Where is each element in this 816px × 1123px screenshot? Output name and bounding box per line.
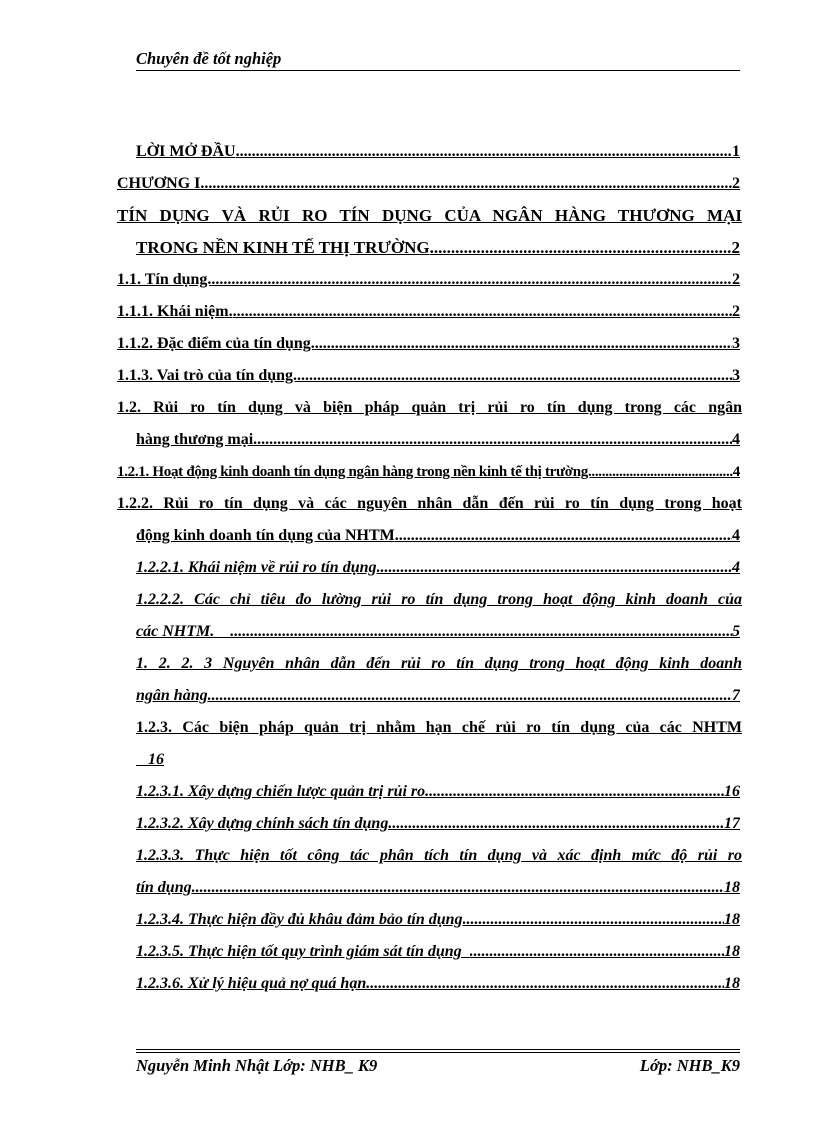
toc-entry-1-2-3-line1[interactable]: [136, 718, 742, 738]
toc-entry-text: 1.2.3. Các biện pháp quản trị nhằm hạn chế rủi ro tín dụng của các NHTM: [136, 719, 742, 736]
toc-entry-1-2-2-3-line2[interactable]: [136, 686, 740, 706]
toc-entry-chuong-1[interactable]: [117, 174, 740, 194]
toc-entry-text: 1.1.3. Vai trò của tín dụng.: [117, 367, 298, 384]
toc-entry-text: 1.2.3.2. Xây dựng chính sách tín dụng: [136, 815, 389, 832]
toc-entry-1-1-3[interactable]: [117, 366, 740, 386]
toc-page-number: 4: [732, 464, 740, 480]
toc-entry-1-2-2-1[interactable]: [136, 558, 740, 578]
toc-entry-text: 1.2.3.5. Thực hiện tốt quy trình giám sát tín dụng: [136, 943, 470, 960]
toc-entry-1-1[interactable]: [117, 270, 740, 290]
toc-entry-text: LỜI MỞ ĐẦU: [136, 143, 236, 160]
leader-dots: [463, 910, 724, 930]
toc-entry-text: 1. 2. 2. 3 Nguyên nhân dẫn đến rủi ro tín dụng trong hoạt động kinh doanh: [136, 655, 742, 672]
toc-page-number: 2: [732, 175, 740, 192]
toc-entry-text: 1.1.2. Đặc điểm của tín dụng.: [117, 335, 315, 352]
toc-page-number: 2: [731, 238, 740, 257]
toc-entry-text: 1.2.3.6. Xử lý hiệu quả nợ quá hạn.: [136, 975, 371, 992]
toc-entry-text: hàng thương mại: [136, 431, 254, 448]
toc-entry-text: CHƯƠNG I: [117, 175, 201, 192]
leader-dots: [388, 814, 724, 834]
toc-entry-chapter-title-line2[interactable]: [136, 238, 740, 258]
toc-entry-1-2-2-line1[interactable]: [117, 494, 742, 514]
leader-dots: [192, 878, 724, 898]
toc-entry-text: các NHTM.: [136, 623, 231, 640]
leader-dots: [315, 334, 732, 354]
toc-page-number: 2: [732, 303, 740, 320]
toc-page-number: 18: [724, 975, 740, 992]
leader-dots: [297, 366, 732, 386]
toc-entry-text: tín dụng: [136, 879, 192, 896]
toc-entry-1-2-3-2[interactable]: [136, 814, 740, 834]
toc-page-number: 18: [724, 943, 740, 960]
leader-dots: [236, 142, 732, 162]
footer-author: Nguyễn Minh Nhật Lớp: NHB_ K9: [136, 1056, 378, 1075]
toc-entry-text: 16: [136, 751, 164, 768]
toc-entry-1-2-3-3-line2[interactable]: [136, 878, 740, 898]
footer-divider: [136, 1049, 740, 1050]
leader-dots: [253, 430, 732, 450]
toc-entry-1-2-3-6[interactable]: [136, 974, 740, 994]
leader-dots: [230, 622, 732, 642]
toc-page-number: 4: [732, 431, 740, 448]
toc-entry-text: 1.1. Tín dụng.: [117, 271, 212, 288]
toc-entry-text: 1.2.1. Hoạt động kinh doanh tín dụng ngân hàng trong nền kinh tế thị trường.: [117, 464, 592, 480]
toc-entry-text: TRONG NỀN KINH TẾ THỊ TRƯỜNG: [136, 238, 430, 257]
toc-entry-1-2-3-5[interactable]: [136, 942, 740, 962]
toc-entry-text: động kinh doanh tín dụng của NHTM: [136, 527, 395, 544]
toc-entry-1-2-3-3-line1[interactable]: [136, 846, 742, 866]
toc-entry-1-2-line1[interactable]: [117, 398, 742, 418]
toc-page-number: 2: [732, 271, 740, 288]
toc-entry-loi-mo-dau[interactable]: [136, 142, 740, 162]
toc-entry-text: 1.2.3.3. Thực hiện tốt công tác phân tích tín dụng và xác định mức độ rủi ro: [136, 847, 742, 864]
leader-dots: [370, 974, 724, 994]
toc-page-number: 17: [724, 815, 740, 832]
toc-entry-1-2-2-2-line2[interactable]: [136, 622, 740, 642]
toc-page-number: 3: [732, 335, 740, 352]
toc-entry-text: 1.1.1. Khái niệm.: [117, 303, 233, 320]
toc-page-number: 4: [732, 559, 740, 576]
toc-entry-1-2-1[interactable]: [117, 462, 740, 482]
toc-page-number: 1: [732, 143, 740, 160]
toc-entry-text: 1.2.2. Rủi ro tín dụng và các nguyên nhân dẫn đến rủi ro tín dụng trong hoạt: [117, 495, 742, 512]
toc-entry-text: 1.2.3.1. Xây dựng chiến lược quản trị rủi ro: [136, 783, 426, 800]
toc-page-number: 18: [724, 879, 740, 896]
leader-dots: [200, 174, 732, 194]
page-footer: [136, 1055, 740, 1077]
toc-page-number: 16: [724, 783, 740, 800]
leader-dots: [377, 558, 733, 578]
footer-class: Lớp: NHB_K9: [639, 1056, 740, 1075]
toc-entry-text: TÍN DỤNG VÀ RỦI RO TÍN DỤNG CỦA NGÂN HÀNG THƯƠNG MẠI: [117, 206, 742, 225]
toc-page-number: 5: [732, 623, 740, 640]
page-header: [136, 48, 740, 71]
toc-page-number: 4: [732, 527, 740, 544]
header-title: Chuyên đề tốt nghiệp: [136, 49, 282, 68]
leader-dots: [591, 462, 732, 482]
toc-page-number: 7: [732, 687, 740, 704]
leader-dots: [233, 302, 732, 322]
toc-entry-1-2-3-line2[interactable]: [136, 750, 196, 770]
toc-page-number: 18: [724, 911, 740, 928]
toc-entry-chapter-title-line1[interactable]: [117, 206, 742, 226]
toc-entry-1-2-3-4[interactable]: [136, 910, 740, 930]
toc-entry-text: 1.2.3.4. Thực hiện đầy đủ khâu đảm bảo tín dụng: [136, 911, 463, 928]
toc-entry-text: 1.2.2.2. Các chỉ tiêu đo lường rủi ro tín dụng trong hoạt động kinh doanh của: [136, 591, 742, 608]
footer-divider: [136, 1052, 740, 1053]
toc-entry-text: ngân hàng: [136, 687, 208, 704]
toc-entry-1-2-2-line2[interactable]: [136, 526, 740, 546]
leader-dots: [208, 686, 732, 706]
toc-entry-1-2-3-1[interactable]: [136, 782, 740, 802]
toc-entry-text: 1.2.2.1. Khái niệm về rủi ro tín dụng: [136, 559, 377, 576]
toc-entry-1-2-2-2-line1[interactable]: [136, 590, 742, 610]
leader-dots: [425, 782, 724, 802]
toc-entry-text: 1.2. Rủi ro tín dụng và biện pháp quản trị rủi ro tín dụng trong các ngân: [117, 399, 742, 416]
toc-entry-1-2-line2[interactable]: [136, 430, 740, 450]
toc-entry-1-1-1[interactable]: [117, 302, 740, 322]
toc-page-number: 3: [732, 367, 740, 384]
leader-dots: [395, 526, 732, 546]
toc-entry-1-1-2[interactable]: [117, 334, 740, 354]
leader-dots: [470, 942, 724, 962]
toc-entry-1-2-2-3-line1[interactable]: [136, 654, 742, 674]
leader-dots: [430, 238, 732, 258]
leader-dots: [211, 270, 732, 290]
